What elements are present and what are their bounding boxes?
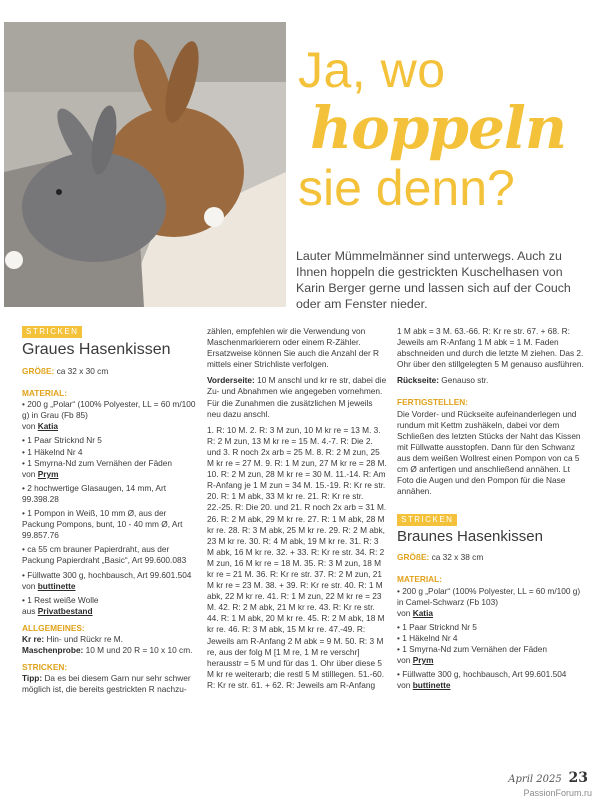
- brand-buttinette: buttinette: [37, 580, 76, 591]
- von-text: von: [22, 580, 36, 591]
- issue-date: April 2025: [508, 774, 562, 785]
- paragraph: zählen, empfehlen wir die Verwendung von Maschenmarkierern oder einem R-Zähler. Ersatzweise können Sie auch die Anzahl der R mittels einer Strichliste verfolgen.: [207, 326, 380, 370]
- rueckseite-text: Genauso str.: [441, 375, 489, 386]
- row-instructions: 1. R: 10 M. 2. R: 3 M zun, 10 M kr re = 13 M. 3. R: 2 M zun, 13 M kr re = 15 M. 4.-7. R: Die 2. und 3. R noch 2x arb = 25 M. 8. R: 2 M zun, 25 M kr re = 27 M. 9. R: 1 M zun, 27 M kr re = 28 M. 10. R: 2 M zun, 28 M kr re = 30 M. 11.-14. R: Am R-Anfang je 1 M zun = 34 M. 15.-19. R: Kr re str. 20. R: 1 M abk, 33 M kr re. 21. R: Kr re str. 22.-25. R: Die 20. und 21. R noch 2x arb = 31 M. 26. R: 2 M abk, 29 M kr re. 27. R: 1 M abk, 28 M kr re. 28. R: 3 M abk, 25 M kr re. 29. R: 2 M abk, 23 M kr re. 30. R: 4 M abk, 19 M kr re. 31. R: 3 M abk, 16 M kr re. 32. + 33. R: Kr re str. 34. R: 2 M zun, 16 M kr re = 18 M. 35. R: 3 M zun, 18 M kr re = 21 M. 36. R: Kr re str. 37. R: 2 M zun, 21 M kr re = 23 M. 38. + 39. R: Kr re str. 40. R: 1 M abk, 22 M kr re. 41. R: 1 M zun, 22 M kr re = 23 M. 42. R: 2 M abk, 21 M kr re. 43. R: Kr re str. 44. R: 1 M abk, 20 M kr re. 45. R: 2 M abk, 18 M kr re. 46. R: 3 M abk, 15 M kr re. 47.-49. R: Jeweils am R-Anfang 2 M abk = 9 M. 50. R: 3 M re, aus der folg M [1 M re, 1 M re verschr] herausstr = 5 M und für das 1. Ohr über diese 5 M kr re weiterarb; die restl 5 M stilllegen. 51.-60. R: Kr re str. 61. + 62. R: Jeweils am R-Anfang: [207, 424, 387, 690]
- kr-label: Kr re:: [22, 633, 45, 644]
- fertigstellen-text: Die Vorder- und Rückseite aufeinanderlegen und rundum mit Kettm zushäkeln, dabei vor dem Schließen des letzten Stücks der Naht das Kissen mit Füllwatte ausstopfen. Dann für den Schwanz aus dem weißen Wollrest einen Pompon von ca 5 cm Ø anfertigen und anschließend annähen. Lt Foto die Augen und den Pompon für die Nase annähen.: [397, 408, 581, 497]
- material-label: MATERIAL:: [397, 574, 443, 585]
- material-item: • 1 Rest weiße Wolle: [22, 594, 99, 605]
- von-text: von: [397, 607, 411, 618]
- kr-text: Hin- und Rückr re M.: [46, 633, 123, 644]
- pattern-title: Braunes Hasenkissen: [397, 528, 543, 546]
- material-item: • ca 55 cm brauner Papierdraht, aus der Packung Papierdraht „Basic“, Art 99.600.083: [22, 544, 187, 566]
- material-item: • 200 g „Polar“ (100% Polyester, LL = 60 m/100 g) in Camel-Schwarz (Fb 103): [397, 585, 581, 607]
- brand-prym: Prym: [412, 655, 434, 666]
- column-2: [207, 326, 387, 696]
- probe-text: 10 M und 20 R = 10 x 10 cm.: [85, 645, 193, 656]
- brand-katia: Katia: [37, 421, 58, 432]
- material-item: • 1 Smyrna-Nd zum Vernähen der Fäden: [397, 643, 548, 654]
- section-tag: STRICKEN: [397, 514, 457, 526]
- aus-text: aus: [22, 605, 36, 616]
- brand-prym: Prym: [37, 468, 59, 479]
- material-item: • Füllwatte 300 g, hochbausch, Art 99.601.504: [22, 569, 192, 580]
- von-text: von: [22, 421, 36, 432]
- vorderseite-label: Vorderseite:: [207, 375, 255, 386]
- material-item: • 1 Paar Stricknd Nr 5: [22, 435, 102, 446]
- fertigstellen-label: FERTIGSTELLEN:: [397, 397, 468, 408]
- page-footer: [508, 770, 588, 786]
- von-text: von: [397, 655, 411, 666]
- brand-buttinette: buttinette: [412, 680, 451, 691]
- material-item: • 200 g „Polar“ (100% Polyester, LL = 60 m/100 g) in Grau (Fb 85): [22, 399, 196, 421]
- size-value: ca 32 x 38 cm: [431, 552, 484, 563]
- general-label: ALLGEMEINES:: [22, 622, 85, 633]
- von-text: von: [397, 680, 411, 691]
- watermark: PassionForum.ru: [523, 788, 592, 798]
- headline-line-2: hoppeln: [310, 94, 567, 162]
- bunny-pillows-photo: [4, 22, 286, 307]
- stricken-label: STRICKEN:: [22, 662, 68, 673]
- material-item: • 1 Häkelnd Nr 4: [397, 632, 458, 643]
- column-1: [22, 326, 200, 695]
- material-item: • 1 Häkelnd Nr 4: [22, 446, 83, 457]
- page-number: 23: [568, 770, 588, 786]
- column-3: [397, 326, 585, 691]
- size-label: GRÖßE:: [397, 552, 430, 563]
- size-label: GRÖßE:: [22, 366, 55, 376]
- material-label: MATERIAL:: [22, 388, 68, 399]
- material-item: • 1 Smyrna-Nd zum Vernähen der Fäden: [22, 457, 173, 468]
- brand-privatbestand: Privatbestand: [37, 605, 93, 616]
- brand-katia: Katia: [412, 607, 433, 618]
- vorderseite-text: 10 M anschl und kr re str, dabei die Zu- und Abnahmen wie angegeben vornehmen. Für die Zunahmen die zusätzlichen M jeweils neu dazu anschl.: [207, 375, 387, 419]
- tipp-text: Da es bei diesem Garn nur sehr schwer möglich ist, die bereits gestrickten R nachzu-: [22, 673, 191, 695]
- material-item: • 1 Paar Stricknd Nr 5: [397, 621, 477, 632]
- headline-line-3: sie denn?: [298, 160, 515, 216]
- rueckseite-label: Rückseite:: [397, 375, 439, 386]
- material-item: • 1 Pompon in Weiß, 10 mm Ø, aus der Packung Pompons, bunt, 10 - 40 mm Ø, Art 99.857.76: [22, 508, 183, 541]
- size-value: ca 32 x 30 cm: [56, 366, 109, 376]
- intro-text: Lauter Mümmelmänner sind unterwegs. Auch zu Ihnen hoppeln die gestrickten Kuschelhasen von Karin Berger gerne und lassen sich auf der Couch oder am Fenster nieder.: [296, 249, 571, 311]
- material-item: • 2 hochwertige Glasaugen, 14 mm, Art 99.398.28: [22, 482, 167, 504]
- probe-label: Maschenprobe:: [22, 645, 84, 656]
- paragraph: 1 M abk = 3 M. 63.-66. R: Kr re str. 67. + 68. R: Jeweils am R-Anfang 1 M abk = 1 M. Faden abschneiden und durch die letzte M ziehen. Das 2. Ohr über den stillgelegten 5 M genauso ausführen.: [397, 326, 584, 370]
- headline-line-1: Ja, wo: [298, 42, 446, 98]
- material-item: • Füllwatte 300 g, hochbausch, Art 99.601.504: [397, 669, 567, 680]
- headline: [298, 44, 598, 214]
- section-tag: STRICKEN: [22, 326, 82, 338]
- von-text: von: [22, 468, 36, 479]
- pattern-title: Graues Hasenkissen: [22, 341, 171, 358]
- tipp-label: Tipp:: [22, 673, 43, 684]
